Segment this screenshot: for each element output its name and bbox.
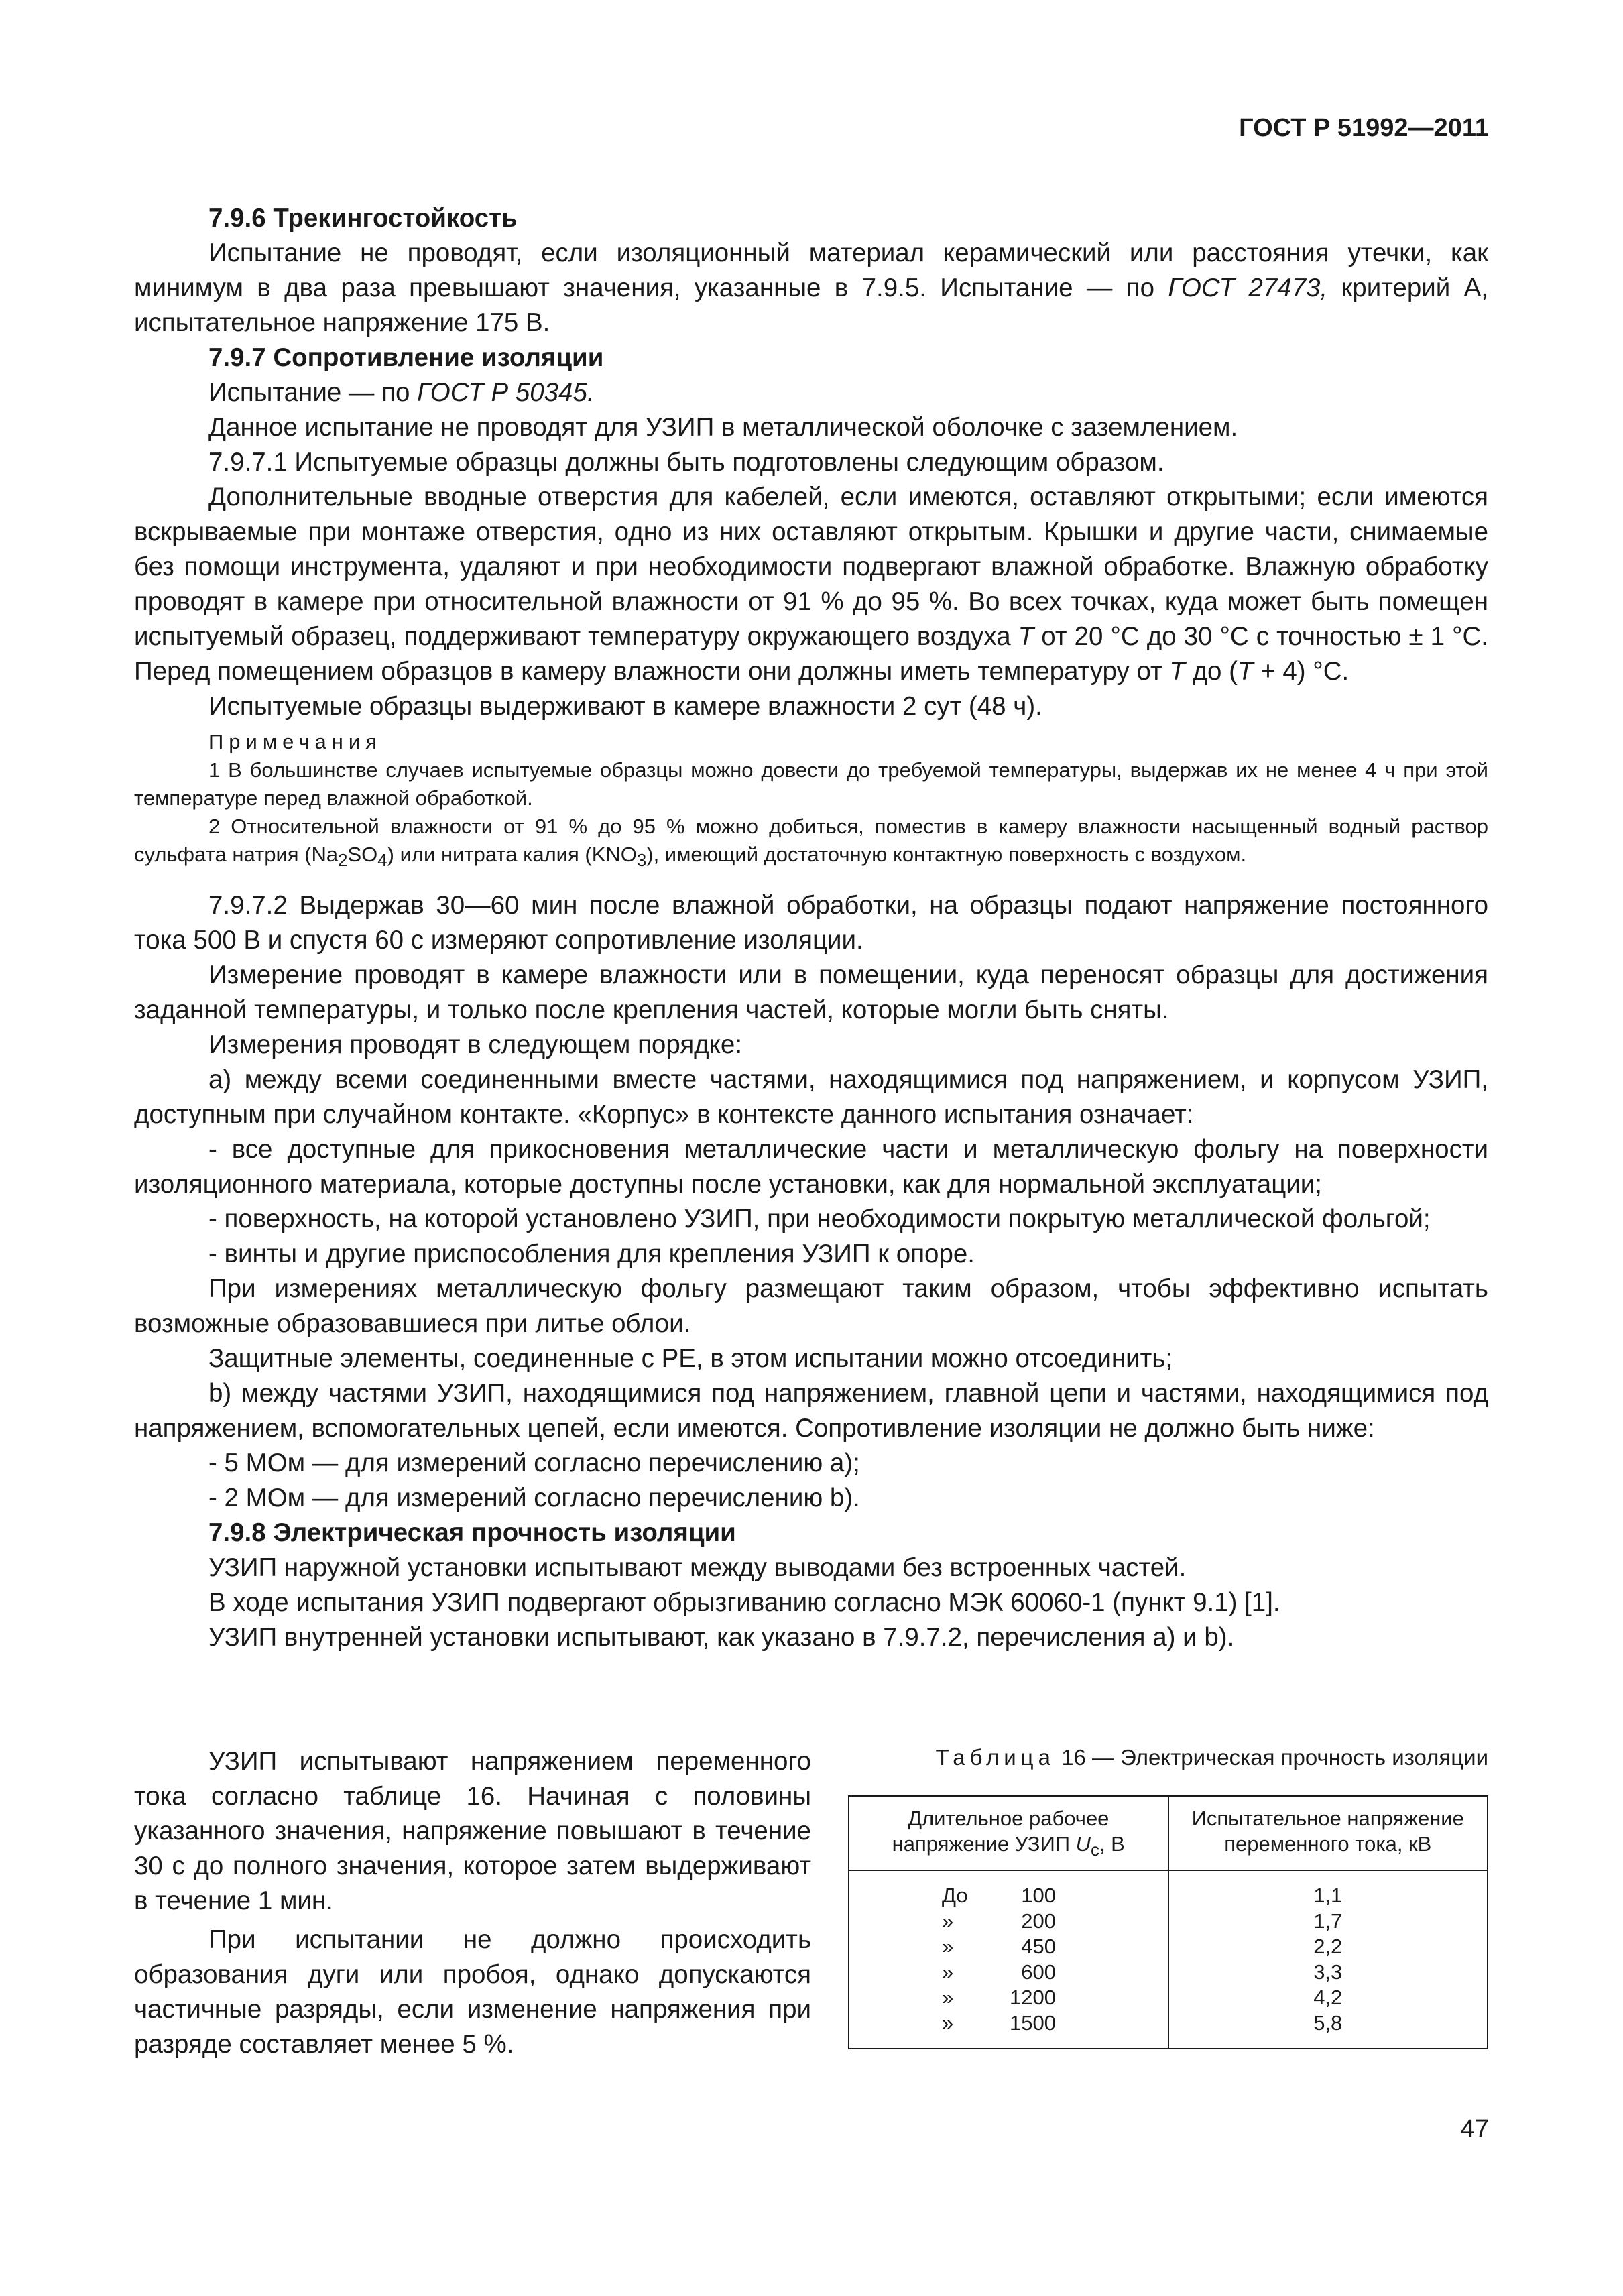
text-run: от 20 °С до 30 °С с точностью ± 1 °С. Перед помещением образцов в камеру влажности они должны иметь температуру от xyxy=(134,622,1488,686)
table-row xyxy=(849,1959,1488,1985)
kv-cell: 1,7 xyxy=(1168,1909,1488,1934)
text-run: + 4) °С. xyxy=(1253,657,1349,686)
kv-cell: 4,2 xyxy=(1168,1985,1488,2010)
subscript: 3 xyxy=(636,851,647,871)
paragraph: Измерение проводят в камере влажности или в помещении, куда переносят образцы для достижения заданной температуры, и только после крепления частей, которые могли быть сняты. xyxy=(134,961,1488,1025)
column-header-test-voltage: Испытательное напряжение переменного тока, кВ xyxy=(1168,1796,1488,1870)
paragraph xyxy=(134,375,1488,410)
paragraph: 7.9.7.2 Выдержав 30—60 мин после влажной обработки, на образцы подают напряжение постоянного тока 500 В и спустя 60 с измеряют сопротивление изоляции. xyxy=(134,891,1488,955)
subscript: c xyxy=(1091,1841,1099,1860)
list-item: - винты и другие приспособления для крепления УЗИП к опоре. xyxy=(208,1240,975,1269)
header-text: Длительное рабочее xyxy=(908,1807,1109,1830)
table-row xyxy=(849,2010,1488,2049)
list-item: b) между частями УЗИП, находящимися под напряжением, главной цепи и частями, находящимися под напряжением, вспомогательных цепей, если имеются. Сопротивление изоляции не должно быть ниже: xyxy=(134,1379,1488,1443)
voltage-cell: » 1500 xyxy=(849,2010,1168,2049)
voltage-cell: » 1200 xyxy=(849,1985,1168,2010)
voltage-cell: » 450 xyxy=(849,1934,1168,1959)
note-1: 1 В большинстве случаев испытуемые образцы можно довести до требуемой температуры, выдержав их не менее 4 ч при этой температуре перед влажной обработкой. xyxy=(134,758,1488,810)
standard-reference: ГОСТ Р 50345. xyxy=(417,378,595,407)
text-run: Испытание — по xyxy=(208,378,418,407)
table-row xyxy=(849,1934,1488,1959)
column-header-voltage xyxy=(849,1796,1168,1870)
header-text: , В xyxy=(1099,1832,1125,1856)
symbol: T xyxy=(1018,622,1034,651)
list-item: - все доступные для прикосновения металлические части и металлическую фольгу на поверхности изоляционного материала, которые доступны после установки, как для нормальной эксплуатации; xyxy=(134,1135,1488,1199)
symbol: U xyxy=(1075,1832,1091,1856)
paragraph: 7.9.7.1 Испытуемые образцы должны быть подготовлены следующим образом. xyxy=(208,448,1164,477)
paragraph: УЗИП наружной установки испытывают между выводами без встроенных частей. xyxy=(208,1553,1187,1583)
table-row xyxy=(849,1909,1488,1934)
document-header: ГОСТ Р 51992—2011 xyxy=(1239,114,1489,142)
caption-title: 16 — Электрическая прочность изоляции xyxy=(1055,1745,1488,1770)
header-text: напряжение УЗИП xyxy=(892,1832,1076,1856)
subscript: 4 xyxy=(377,851,387,871)
table-header-row xyxy=(849,1796,1488,1870)
voltage-cell: До 100 xyxy=(849,1870,1168,1909)
list-item: - 5 МОм — для измерений согласно перечислению a); xyxy=(208,1449,860,1478)
paragraph: Измерения проводят в следующем порядке: xyxy=(208,1030,743,1060)
list-item: - поверхность, на которой установлено УЗИП, при необходимости покрытую металлической фольгой; xyxy=(208,1205,1431,1234)
paragraph: УЗИП испытывают напряжением переменного тока согласно таблице 16. Начиная с половины указанного значения, напряжение повышают в течение 30 с до полного значения, которое затем выдерживают в течение 1 мин. xyxy=(134,1747,811,1915)
table-row xyxy=(849,1985,1488,2010)
paragraph: Данное испытание не проводят для УЗИП в металлической оболочке с заземлением. xyxy=(208,413,1238,442)
text-run: Испытание не проводят, если изоляционный материал керамический или расстояния утечки, как минимум в два раза превышают значения, указанные в 7.9.5. Испытание — по xyxy=(134,239,1488,302)
section-heading-796: 7.9.6 Трекингостойкость xyxy=(208,204,518,233)
caption-label: Таблица xyxy=(935,1745,1055,1770)
paragraph xyxy=(134,236,1488,341)
symbol: T xyxy=(1237,657,1254,686)
kv-cell: 2,2 xyxy=(1168,1934,1488,1959)
left-column xyxy=(134,1744,811,2062)
kv-cell: 3,3 xyxy=(1168,1959,1488,1985)
list-item: - 2 МОм — для измерений согласно перечислению b). xyxy=(208,1484,860,1513)
text-run: критерий А, испытательное напряжение 175 В. xyxy=(134,274,1488,337)
voltage-cell: » 600 xyxy=(849,1959,1168,1985)
table-row xyxy=(849,1870,1488,1909)
notes-title: Примечания xyxy=(208,730,382,753)
standard-reference: ГОСТ 27473, xyxy=(1168,274,1328,302)
main-text xyxy=(134,201,1488,1655)
subscript: 2 xyxy=(338,851,348,871)
paragraph: В ходе испытания УЗИП подвергают обрызгиванию согласно МЭК 60060-1 (пункт 9.1) [1]. xyxy=(208,1588,1280,1618)
section-heading-798: 7.9.8 Электрическая прочность изоляции xyxy=(208,1518,736,1548)
kv-cell: 5,8 xyxy=(1168,2010,1488,2049)
paragraph: При измерениях металлическую фольгу размещают таким образом, чтобы эффективно испытать возможные образовавшиеся при литье облои. xyxy=(134,1274,1488,1339)
paragraph: УЗИП внутренней установки испытывают, как указано в 7.9.7.2, перечисления a) и b). xyxy=(208,1623,1235,1652)
text-run: 2 Относительной влажности от 91 % до 95 % можно добиться, поместив в камеру влажности насыщенный водный раствор сульфата натрия (Na xyxy=(134,814,1488,866)
page-number: 47 xyxy=(1460,2115,1489,2143)
note-2 xyxy=(134,812,1488,875)
text-run: SO xyxy=(347,843,378,866)
table-caption xyxy=(848,1744,1488,1771)
section-heading-797: 7.9.7 Сопротивление изоляции xyxy=(208,343,604,372)
text-run: Дополнительные вводные отверстия для кабелей, если имеются, оставляют открытыми; если имеются вскрываемые при монтаже отверстия, одно из них оставляют открытым. Крышки и другие части, снимаемые без помощи инструмента, удаляют и при необходимости подвергают влажной обработке. Влажную обработку проводят в камере при относительной влажности от 91 % до 95 %. Во всех точках, куда может быть помещен испытуемый образец, поддерживают температуру окружающего воздуха xyxy=(134,483,1488,651)
text-run: ), имеющий достаточную контактную поверхность с воздухом. xyxy=(646,843,1247,866)
paragraph: Защитные элементы, соединенные с PE, в этом испытании можно отсоединить; xyxy=(208,1344,1173,1374)
paragraph: При испытании не должно происходить образования дуги или пробоя, однако допускаются частичные разряды, если изменение напряжения при разряде составляет менее 5 %. xyxy=(134,1925,811,2059)
symbol: T xyxy=(1169,657,1185,686)
voltage-cell: » 200 xyxy=(849,1909,1168,1934)
table-16 xyxy=(848,1795,1488,2049)
list-item: a) между всеми соединенными вместе частями, находящимися под напряжением, и корпусом УЗИП, доступным при случайном контакте. «Корпус» в контексте данного испытания означает: xyxy=(134,1065,1488,1130)
table-16-block xyxy=(848,1744,1488,2049)
text-run: ) или нитрата калия (KNO xyxy=(387,843,637,866)
paragraph xyxy=(134,480,1488,689)
kv-cell: 1,1 xyxy=(1168,1870,1488,1909)
text-run: до ( xyxy=(1185,657,1238,686)
paragraph: Испытуемые образцы выдерживают в камере влажности 2 сут (48 ч). xyxy=(208,692,1042,721)
